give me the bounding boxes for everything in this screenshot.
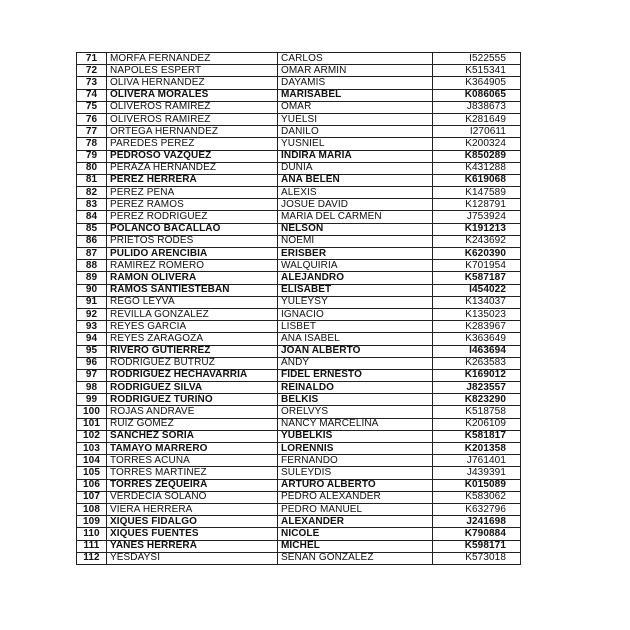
id-number-cell: K206109: [433, 418, 521, 430]
surnames-cell: VIERA HERRERA: [107, 503, 278, 515]
given-names-cell: INDIRA MARIA: [278, 150, 433, 162]
surnames-cell: RODRIGUEZ BUTRUZ: [107, 357, 278, 369]
given-names-cell: OMAR ARMIN: [278, 65, 433, 77]
row-number: 74: [77, 89, 107, 101]
table-row: [77, 138, 521, 150]
surnames-cell: OLIVA HERNANDEZ: [107, 77, 278, 89]
row-number: 87: [77, 248, 107, 260]
table-row: [77, 443, 521, 455]
surnames-cell: OLIVEROS RAMIREZ: [107, 113, 278, 125]
surnames-cell: ORTEGA HERNANDEZ: [107, 126, 278, 138]
surnames-cell: RAMIREZ ROMERO: [107, 260, 278, 272]
row-number: 75: [77, 101, 107, 113]
surnames-cell: PAREDES PEREZ: [107, 138, 278, 150]
id-number-cell: K200324: [433, 138, 521, 150]
row-number: 76: [77, 113, 107, 125]
given-names-cell: NOEMI: [278, 235, 433, 247]
row-number: 111: [77, 540, 107, 552]
id-number-cell: J241698: [433, 516, 521, 528]
given-names-cell: YUSNIEL: [278, 138, 433, 150]
id-number-cell: K243692: [433, 235, 521, 247]
table-row: [77, 77, 521, 89]
id-number-cell: J439391: [433, 467, 521, 479]
given-names-cell: MARISABEL: [278, 89, 433, 101]
row-number: 84: [77, 211, 107, 223]
given-names-cell: FERNANDO: [278, 455, 433, 467]
given-names-cell: ELISABET: [278, 284, 433, 296]
surnames-cell: PULIDO ARENCIBIA: [107, 248, 278, 260]
id-number-cell: K128791: [433, 199, 521, 211]
given-names-cell: SEÑAN GONZALEZ: [278, 552, 433, 564]
table-row: [77, 418, 521, 430]
table-row: [77, 272, 521, 284]
row-number: 77: [77, 126, 107, 138]
row-number: 72: [77, 65, 107, 77]
id-number-cell: K263583: [433, 357, 521, 369]
surnames-cell: PEDROSO VAZQUEZ: [107, 150, 278, 162]
id-number-cell: K363649: [433, 333, 521, 345]
table-row: [77, 89, 521, 101]
table-row: [77, 284, 521, 296]
given-names-cell: DAYAMIS: [278, 77, 433, 89]
id-number-cell: K583062: [433, 491, 521, 503]
id-number-cell: K790884: [433, 528, 521, 540]
surnames-cell: RUIZ GOMEZ: [107, 418, 278, 430]
id-number-cell: K515341: [433, 65, 521, 77]
row-number: 82: [77, 187, 107, 199]
given-names-cell: YUBELKIS: [278, 430, 433, 442]
given-names-cell: YULEYSY: [278, 296, 433, 308]
surnames-cell: PEREZ PEÑA: [107, 187, 278, 199]
row-number: 83: [77, 199, 107, 211]
row-number: 71: [77, 53, 107, 65]
table-row: [77, 174, 521, 186]
id-number-cell: K135023: [433, 308, 521, 320]
row-number: 99: [77, 394, 107, 406]
surnames-cell: RODRIGUEZ SILVA: [107, 382, 278, 394]
table-row: [77, 382, 521, 394]
table-row: [77, 345, 521, 357]
id-number-cell: K431288: [433, 162, 521, 174]
table-row: [77, 479, 521, 491]
table-row: [77, 260, 521, 272]
table-row: [77, 357, 521, 369]
given-names-cell: ARTURO ALBERTO: [278, 479, 433, 491]
row-number: 103: [77, 443, 107, 455]
row-number: 106: [77, 479, 107, 491]
table-row: [77, 101, 521, 113]
table-row: [77, 552, 521, 564]
table-row: [77, 235, 521, 247]
row-number: 80: [77, 162, 107, 174]
row-number: 92: [77, 308, 107, 320]
given-names-cell: NELSON: [278, 223, 433, 235]
id-number-cell: K823290: [433, 394, 521, 406]
id-number-cell: I522555: [433, 53, 521, 65]
table-row: [77, 187, 521, 199]
row-number: 95: [77, 345, 107, 357]
row-number: 90: [77, 284, 107, 296]
given-names-cell: MICHEL: [278, 540, 433, 552]
given-names-cell: CARLOS: [278, 53, 433, 65]
surnames-cell: NAPOLES ESPERT: [107, 65, 278, 77]
given-names-cell: REINALDO: [278, 382, 433, 394]
row-number: 112: [77, 552, 107, 564]
given-names-cell: NANCY MARCELINA: [278, 418, 433, 430]
id-number-cell: K619068: [433, 174, 521, 186]
given-names-cell: LORENNIS: [278, 443, 433, 455]
surnames-cell: RODRIGUEZ HECHAVARRIA: [107, 369, 278, 381]
given-names-cell: ORELVYS: [278, 406, 433, 418]
given-names-cell: ALEXIS: [278, 187, 433, 199]
given-names-cell: SULEYDIS: [278, 467, 433, 479]
row-number: 98: [77, 382, 107, 394]
row-number: 88: [77, 260, 107, 272]
table-row: [77, 528, 521, 540]
row-number: 91: [77, 296, 107, 308]
id-number-cell: K581817: [433, 430, 521, 442]
given-names-cell: ANA BELEN: [278, 174, 433, 186]
surnames-cell: REYES GARCIA: [107, 321, 278, 333]
id-number-cell: K518758: [433, 406, 521, 418]
table-row: [77, 223, 521, 235]
row-number: 89: [77, 272, 107, 284]
surnames-cell: PEREZ HERRERA: [107, 174, 278, 186]
table-row: [77, 296, 521, 308]
row-number: 73: [77, 77, 107, 89]
table-row: [77, 65, 521, 77]
surnames-cell: RIVERO GUTIERREZ: [107, 345, 278, 357]
surnames-cell: POLANCO BACALLAO: [107, 223, 278, 235]
surnames-cell: YANES HERRERA: [107, 540, 278, 552]
given-names-cell: LISBET: [278, 321, 433, 333]
row-number: 86: [77, 235, 107, 247]
row-number: 108: [77, 503, 107, 515]
roster-table: [76, 52, 521, 565]
row-number: 79: [77, 150, 107, 162]
table-row: [77, 113, 521, 125]
row-number: 102: [77, 430, 107, 442]
id-number-cell: I454022: [433, 284, 521, 296]
table-row: [77, 199, 521, 211]
id-number-cell: K281649: [433, 113, 521, 125]
given-names-cell: PEDRO MANUEL: [278, 503, 433, 515]
roster-body: [77, 53, 521, 565]
surnames-cell: TORRES ZEQUEIRA: [107, 479, 278, 491]
id-number-cell: K147589: [433, 187, 521, 199]
row-number: 100: [77, 406, 107, 418]
table-row: [77, 162, 521, 174]
id-number-cell: J761401: [433, 455, 521, 467]
surnames-cell: OLIVEROS RAMIREZ: [107, 101, 278, 113]
table-row: [77, 150, 521, 162]
surnames-cell: TORRES ACUÑA: [107, 455, 278, 467]
given-names-cell: ANDY: [278, 357, 433, 369]
table-row: [77, 467, 521, 479]
table-row: [77, 540, 521, 552]
id-number-cell: K169012: [433, 369, 521, 381]
id-number-cell: K134037: [433, 296, 521, 308]
table-row: [77, 491, 521, 503]
row-number: 93: [77, 321, 107, 333]
table-row: [77, 308, 521, 320]
row-number: 78: [77, 138, 107, 150]
table-row: [77, 211, 521, 223]
id-number-cell: I463694: [433, 345, 521, 357]
id-number-cell: J823557: [433, 382, 521, 394]
given-names-cell: ERISBER: [278, 248, 433, 260]
table-row: [77, 406, 521, 418]
id-number-cell: K598171: [433, 540, 521, 552]
table-row: [77, 248, 521, 260]
given-names-cell: ANA ISABEL: [278, 333, 433, 345]
surnames-cell: YESDAYSI: [107, 552, 278, 564]
id-number-cell: K015089: [433, 479, 521, 491]
given-names-cell: FIDEL ERNESTO: [278, 369, 433, 381]
id-number-cell: K850289: [433, 150, 521, 162]
row-number: 109: [77, 516, 107, 528]
id-number-cell: K587187: [433, 272, 521, 284]
surnames-cell: TAMAYO MARRERO: [107, 443, 278, 455]
id-number-cell: J753924: [433, 211, 521, 223]
row-number: 101: [77, 418, 107, 430]
row-number: 94: [77, 333, 107, 345]
id-number-cell: K364905: [433, 77, 521, 89]
surnames-cell: RAMOS SANTIESTEBAN: [107, 284, 278, 296]
surnames-cell: RAMON OLIVERA: [107, 272, 278, 284]
id-number-cell: K201358: [433, 443, 521, 455]
id-number-cell: K283967: [433, 321, 521, 333]
given-names-cell: DUNIA: [278, 162, 433, 174]
id-number-cell: K191213: [433, 223, 521, 235]
row-number: 107: [77, 491, 107, 503]
given-names-cell: ALEXANDER: [278, 516, 433, 528]
row-number: 81: [77, 174, 107, 186]
surnames-cell: XIQUES FIDALGO: [107, 516, 278, 528]
given-names-cell: OMAR: [278, 101, 433, 113]
given-names-cell: MARIA DEL CARMEN: [278, 211, 433, 223]
surnames-cell: ROJAS ANDRAVE: [107, 406, 278, 418]
surnames-cell: XIQUES FUENTES: [107, 528, 278, 540]
table-row: [77, 53, 521, 65]
surnames-cell: REGO LEYVA: [107, 296, 278, 308]
id-number-cell: I270611: [433, 126, 521, 138]
given-names-cell: BELKIS: [278, 394, 433, 406]
surnames-cell: REYES ZARAGOZA: [107, 333, 278, 345]
given-names-cell: PEDRO ALEXANDER: [278, 491, 433, 503]
surnames-cell: REVILLA GONZALEZ: [107, 308, 278, 320]
id-number-cell: K086065: [433, 89, 521, 101]
given-names-cell: JOAN ALBERTO: [278, 345, 433, 357]
table-row: [77, 430, 521, 442]
given-names-cell: YUELSI: [278, 113, 433, 125]
table-row: [77, 516, 521, 528]
id-number-cell: K632796: [433, 503, 521, 515]
surnames-cell: MORFA FERNANDEZ: [107, 53, 278, 65]
given-names-cell: JOSUE DAVID: [278, 199, 433, 211]
surnames-cell: PEREZ RODRIGUEZ: [107, 211, 278, 223]
row-number: 110: [77, 528, 107, 540]
row-number: 104: [77, 455, 107, 467]
surnames-cell: PEREZ RAMOS: [107, 199, 278, 211]
table-row: [77, 503, 521, 515]
given-names-cell: NICOLE: [278, 528, 433, 540]
id-number-cell: K701954: [433, 260, 521, 272]
table-row: [77, 369, 521, 381]
table-row: [77, 455, 521, 467]
given-names-cell: WALQUIRIA: [278, 260, 433, 272]
given-names-cell: ALEJANDRO: [278, 272, 433, 284]
row-number: 105: [77, 467, 107, 479]
surnames-cell: TORRES MARTINEZ: [107, 467, 278, 479]
table-row: [77, 321, 521, 333]
surnames-cell: OLIVERA MORALES: [107, 89, 278, 101]
table-row: [77, 333, 521, 345]
surnames-cell: PRIETOS RODES: [107, 235, 278, 247]
row-number: 97: [77, 369, 107, 381]
table-row: [77, 394, 521, 406]
id-number-cell: K620390: [433, 248, 521, 260]
given-names-cell: DANILO: [278, 126, 433, 138]
id-number-cell: K573018: [433, 552, 521, 564]
surnames-cell: RODRIGUEZ TURIÑO: [107, 394, 278, 406]
row-number: 96: [77, 357, 107, 369]
table-row: [77, 126, 521, 138]
given-names-cell: IGNACIO: [278, 308, 433, 320]
id-number-cell: J838673: [433, 101, 521, 113]
surnames-cell: PERAZA HERNANDEZ: [107, 162, 278, 174]
row-number: 85: [77, 223, 107, 235]
surnames-cell: SANCHEZ SORIA: [107, 430, 278, 442]
surnames-cell: VERDECIA SOLANO: [107, 491, 278, 503]
